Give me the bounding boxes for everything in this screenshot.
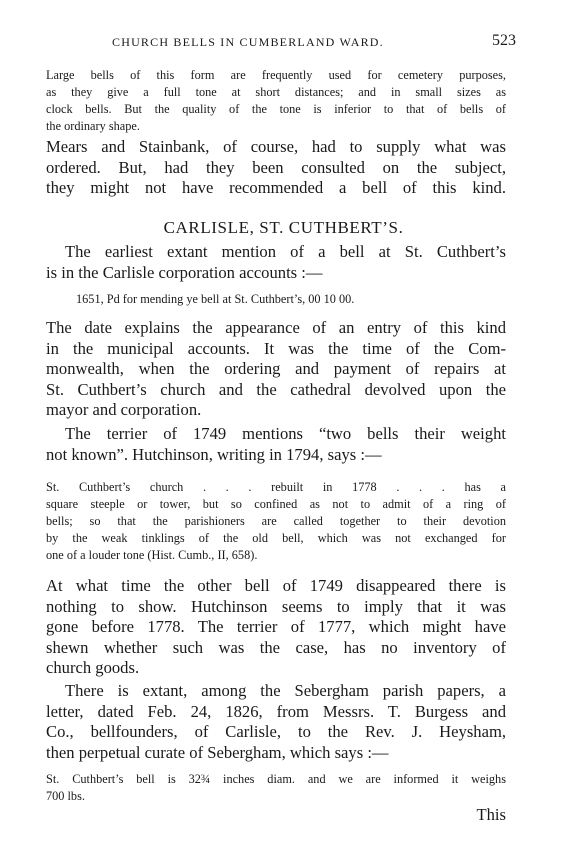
text-line: is in the Carlisle corporation accounts :— — [46, 262, 323, 282]
text-line: Co., bellfounders, of Carlisle, to the Rev. J. Heysham, — [46, 722, 506, 742]
footnote-bell-form — [46, 67, 506, 135]
text-line: nothing to show. Hutchinson seems to imply that it was — [46, 596, 506, 616]
text-line: St. Cuthbert’s bell is 32¾ inches diam. and we are informed it weighs — [46, 772, 506, 786]
text-line: bells; so that the parishioners are called together to their devotion — [46, 514, 506, 528]
text-line: ordered. But, had they been consulted on the subject, — [46, 157, 506, 177]
text-line: then perpetual curate of Sebergham, which says :— — [46, 742, 389, 762]
text-line: St. Cuthbert’s church and the cathedral devolved upon the — [46, 379, 506, 399]
running-head — [46, 32, 516, 52]
text-line: letter, dated Feb. 24, 1826, from Messrs. T. Burgess and — [46, 701, 506, 721]
text-line: There is extant, among the Sebergham parish papers, a — [65, 681, 506, 700]
quote-burgess-letter — [46, 771, 506, 805]
paragraph-sebergham-letter — [46, 681, 506, 763]
text-line: At what time the other bell of 1749 disappeared there is — [46, 576, 506, 595]
page-number: 523 — [492, 32, 516, 49]
text-line: gone before 1778. The terrier of 1777, which might have — [46, 617, 506, 637]
text-line: clock bells. But the quality of the tone is inferior to that of bells of — [46, 102, 506, 116]
text-line: Large bells of this form are frequently used for cemetery purposes, — [46, 68, 506, 82]
text-line: square steeple or tower, but so confined as not to admit of a ring of — [46, 497, 506, 511]
text-line: one of a louder tone (Hist. Cumb., II, 658). — [46, 548, 258, 562]
text-line: by the weak tinklings of the old bell, which was not exchanged for — [46, 531, 506, 545]
section-heading: CARLISLE, ST. CUTHBERT’S. — [163, 218, 404, 237]
paragraph-terrier-1749 — [46, 424, 506, 465]
text-line: Mears and Stainbank, of course, had to supply what was — [46, 137, 506, 156]
account-entry: 1651, Pd for mending ye bell at St. Cuthbert’s, 00 10 00. — [76, 292, 355, 306]
text-line: as they give a full tone at short distances; and in small sizes as — [46, 85, 506, 99]
text-line: not known”. Hutchinson, writing in 1794, says :— — [46, 444, 382, 464]
text-line: monwealth, when the ordering and payment of repairs at — [46, 359, 506, 379]
paragraph-municipal-accounts — [46, 318, 506, 421]
text-line: mayor and corporation. — [46, 400, 202, 420]
paragraph-mears-stainbank — [46, 137, 506, 199]
text-line: St. Cuthbert’s church . . . rebuilt in 1778 . . . has a — [46, 480, 506, 494]
text-line: 700 lbs. — [46, 789, 85, 803]
running-title: CHURCH BELLS IN CUMBERLAND WARD. — [112, 35, 384, 49]
text-line: the ordinary shape. — [46, 119, 140, 133]
text-line: The terrier of 1749 mentions “two bells their weight — [65, 424, 506, 443]
text-line: The date explains the appearance of an entry of this kind — [46, 318, 506, 337]
text-line: The earliest extant mention of a bell at St. Cuthbert’s — [65, 242, 506, 261]
text-line: shewn whether such was the case, has no inventory of — [46, 637, 506, 657]
text-line: church goods. — [46, 658, 140, 678]
paragraph-other-bell — [46, 576, 506, 679]
catchword: This — [476, 805, 506, 824]
paragraph-earliest-mention — [46, 242, 506, 283]
quote-hutchinson — [46, 479, 506, 564]
text-line: in the municipal accounts. It was the time of the Com- — [46, 338, 506, 358]
text-line: they might not have recommended a bell of this kind. — [46, 178, 506, 198]
